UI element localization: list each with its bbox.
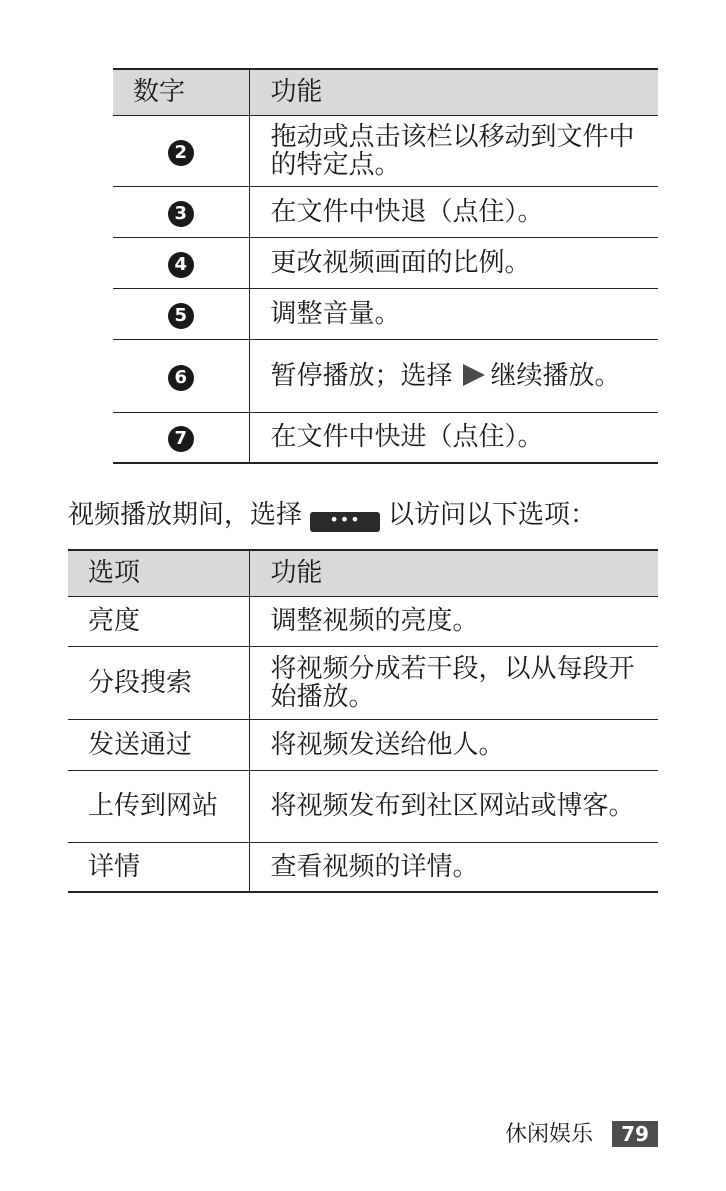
- row-description: 更改视频画面的比例。: [270, 247, 531, 278]
- option-description: 将视频分成若干段，以从每段开始播放。: [270, 653, 635, 712]
- option-description: 将视频发送给他人。: [270, 729, 505, 760]
- table-header-row: [68, 550, 658, 596]
- number-badge-2: 2: [168, 140, 194, 166]
- table-row: [68, 842, 658, 892]
- table-row: [68, 596, 658, 646]
- intro-text-before: 视频播放期间，选择: [68, 500, 303, 530]
- header-function: 功能: [249, 69, 658, 115]
- row-description: 拖动或点击该栏以移动到文件中的特定点。: [270, 121, 635, 180]
- number-badge-3: 3: [168, 201, 194, 227]
- number-badge-7: 7: [168, 426, 194, 452]
- option-description: 查看视频的详情。: [270, 851, 479, 882]
- intro-text-after: 以访问以下选项：: [388, 500, 597, 530]
- option-description: 调整视频的亮度。: [270, 606, 479, 636]
- footer-section-title: 休闲娱乐: [505, 1122, 594, 1147]
- table-header-row: [113, 69, 658, 115]
- option-name: 分段搜索: [68, 646, 249, 719]
- more-icon: •••: [310, 512, 380, 532]
- desc-before-icon: 暂停播放；选择: [270, 360, 453, 391]
- options-table: [68, 549, 658, 893]
- row-description: 在文件中快退（点住）。: [270, 196, 544, 227]
- option-name: 上传到网站: [68, 770, 249, 842]
- header-number: 数字: [113, 69, 249, 115]
- table-row: [113, 237, 658, 288]
- number-badge-4: 4: [168, 252, 194, 278]
- row-description: 在文件中快进（点住）。: [270, 422, 544, 453]
- header-function: 功能: [249, 550, 658, 596]
- row-description: 调整音量。: [270, 298, 401, 329]
- table-row: [113, 339, 658, 412]
- option-description: 将视频发布到社区网站或博客。: [270, 791, 635, 821]
- table-row: [113, 412, 658, 463]
- play-icon: [463, 364, 485, 386]
- table-row: [68, 646, 658, 719]
- table-row: [113, 186, 658, 237]
- controls-table: [113, 68, 658, 464]
- desc-after-icon: 继续播放。: [490, 360, 621, 391]
- option-name: 亮度: [68, 596, 249, 646]
- number-badge-5: 5: [168, 303, 194, 329]
- page-number: 79: [612, 1121, 658, 1147]
- option-name: 详情: [68, 842, 249, 892]
- table-row: [113, 288, 658, 339]
- table-row: [68, 770, 658, 842]
- table-row: [68, 719, 658, 770]
- row-description: [249, 339, 658, 412]
- table-row: [113, 115, 658, 186]
- header-option: 选项: [68, 550, 249, 596]
- number-badge-6: 6: [168, 365, 194, 391]
- options-intro: [68, 500, 596, 532]
- option-name: 发送通过: [68, 719, 249, 770]
